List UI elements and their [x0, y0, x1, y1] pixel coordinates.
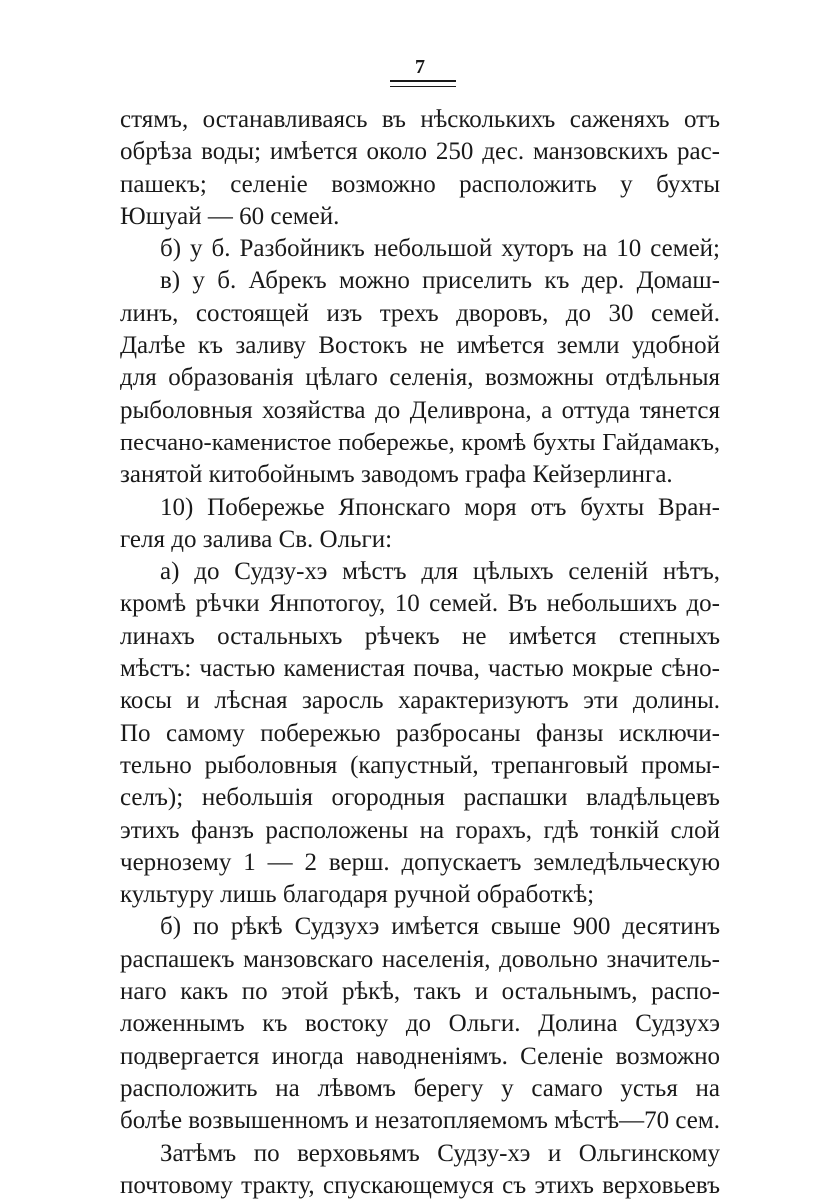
text-line: ложеннымъ къ востоку до Ольги. Долина Судзухэ	[120, 1010, 720, 1038]
text-line: линахъ остальныхъ рѣчекъ не имѣется степныхъ	[120, 622, 720, 650]
text-line: б) по рѣкѣ Судзухэ имѣется свыше 900 десятинъ	[160, 913, 720, 941]
text-line: подвергается иногда наводненіямъ. Селеніе возможно	[120, 1042, 720, 1070]
text-line: распашекъ манзовскаго населенія, довольно значитель-	[120, 945, 720, 973]
header-rule-top	[390, 80, 456, 82]
text-line: геля до залива Св. Ольги:	[120, 525, 393, 553]
text-line: косы и лѣсная заросль характеризуютъ эти долины.	[120, 687, 720, 715]
text-line: мѣстъ: частью каменистая почва, частью мокрые сѣно-	[120, 655, 720, 683]
text-line: занятой китобойнымъ заводомъ графа Кейзерлинга.	[120, 461, 673, 489]
text-line: б) у б. Разбойникъ небольшой хуторъ на 10 семей;	[160, 235, 720, 263]
text-line: стямъ, останавливаясь въ нѣсколькихъ саженяхъ отъ	[120, 106, 720, 133]
text-line: культуру лишь благодаря ручной обработкѣ;	[120, 881, 595, 909]
text-line: По самому побережью разбросаны фанзы исключи-	[120, 719, 720, 747]
text-line: в) у б. Абрекъ можно приселить къ дер. Домаш-	[160, 267, 720, 295]
text-line: 10) Побережье Японскаго моря отъ бухты Вран-	[160, 493, 720, 521]
text-line: линъ, состоящей изъ трехъ дворовъ, до 30 семей.	[120, 299, 720, 327]
body-text	[120, 104, 720, 1202]
text-line: песчано-каменистое побережье, кромѣ бухты Гайдамакъ,	[120, 428, 720, 456]
text-line: Далѣе къ заливу Востокъ не имѣется земли удобной	[120, 332, 720, 360]
text-line: болѣе возвышенномъ и незатопляемомъ мѣстѣ—70 сем.	[120, 1107, 720, 1135]
text-line: селъ); небольшія огородныя распашки владѣльцевъ	[120, 784, 720, 812]
text-line: Юшуай — 60 семей.	[120, 202, 340, 230]
text-line: наго какъ по этой рѣкѣ, такъ и остальнымъ, распо-	[120, 978, 720, 1006]
text-line: обрѣза воды; имѣется около 250 дес. манзовскихъ рас-	[120, 138, 720, 166]
text-line: для образованія цѣлаго селенія, возможны отдѣльныя	[120, 364, 720, 392]
text-line: почтовому тракту, спускающемуся съ этихъ верховьевъ	[120, 1171, 720, 1199]
header-rule-bottom	[390, 86, 456, 87]
text-line: чернозему 1 — 2 верш. допускаетъ земледѣльческую	[120, 848, 720, 876]
text-line: этихъ фанзъ расположены на горахъ, гдѣ тонкій слой	[120, 816, 720, 844]
text-line: пашекъ; селеніе возможно расположить у бухты	[120, 170, 720, 198]
text-line: рыболовныя хозяйства до Деливрона, а оттуда тянется	[120, 396, 720, 424]
page-number: 7	[415, 56, 425, 78]
text-line: кромѣ рѣчки Янпотогоу, 10 семей. Въ небольшихъ до-	[120, 590, 720, 618]
text-line: расположить на лѣвомъ берегу у самаго устья на	[120, 1074, 720, 1102]
text-line: тельно рыболовныя (капустный, трепанговый промы-	[120, 751, 720, 779]
text-line: Затѣмъ по верховьямъ Судзу-хэ и Ольгинскому	[160, 1139, 720, 1167]
text-line: а) до Судзу-хэ мѣстъ для цѣлыхъ селеній нѣтъ,	[160, 558, 720, 586]
